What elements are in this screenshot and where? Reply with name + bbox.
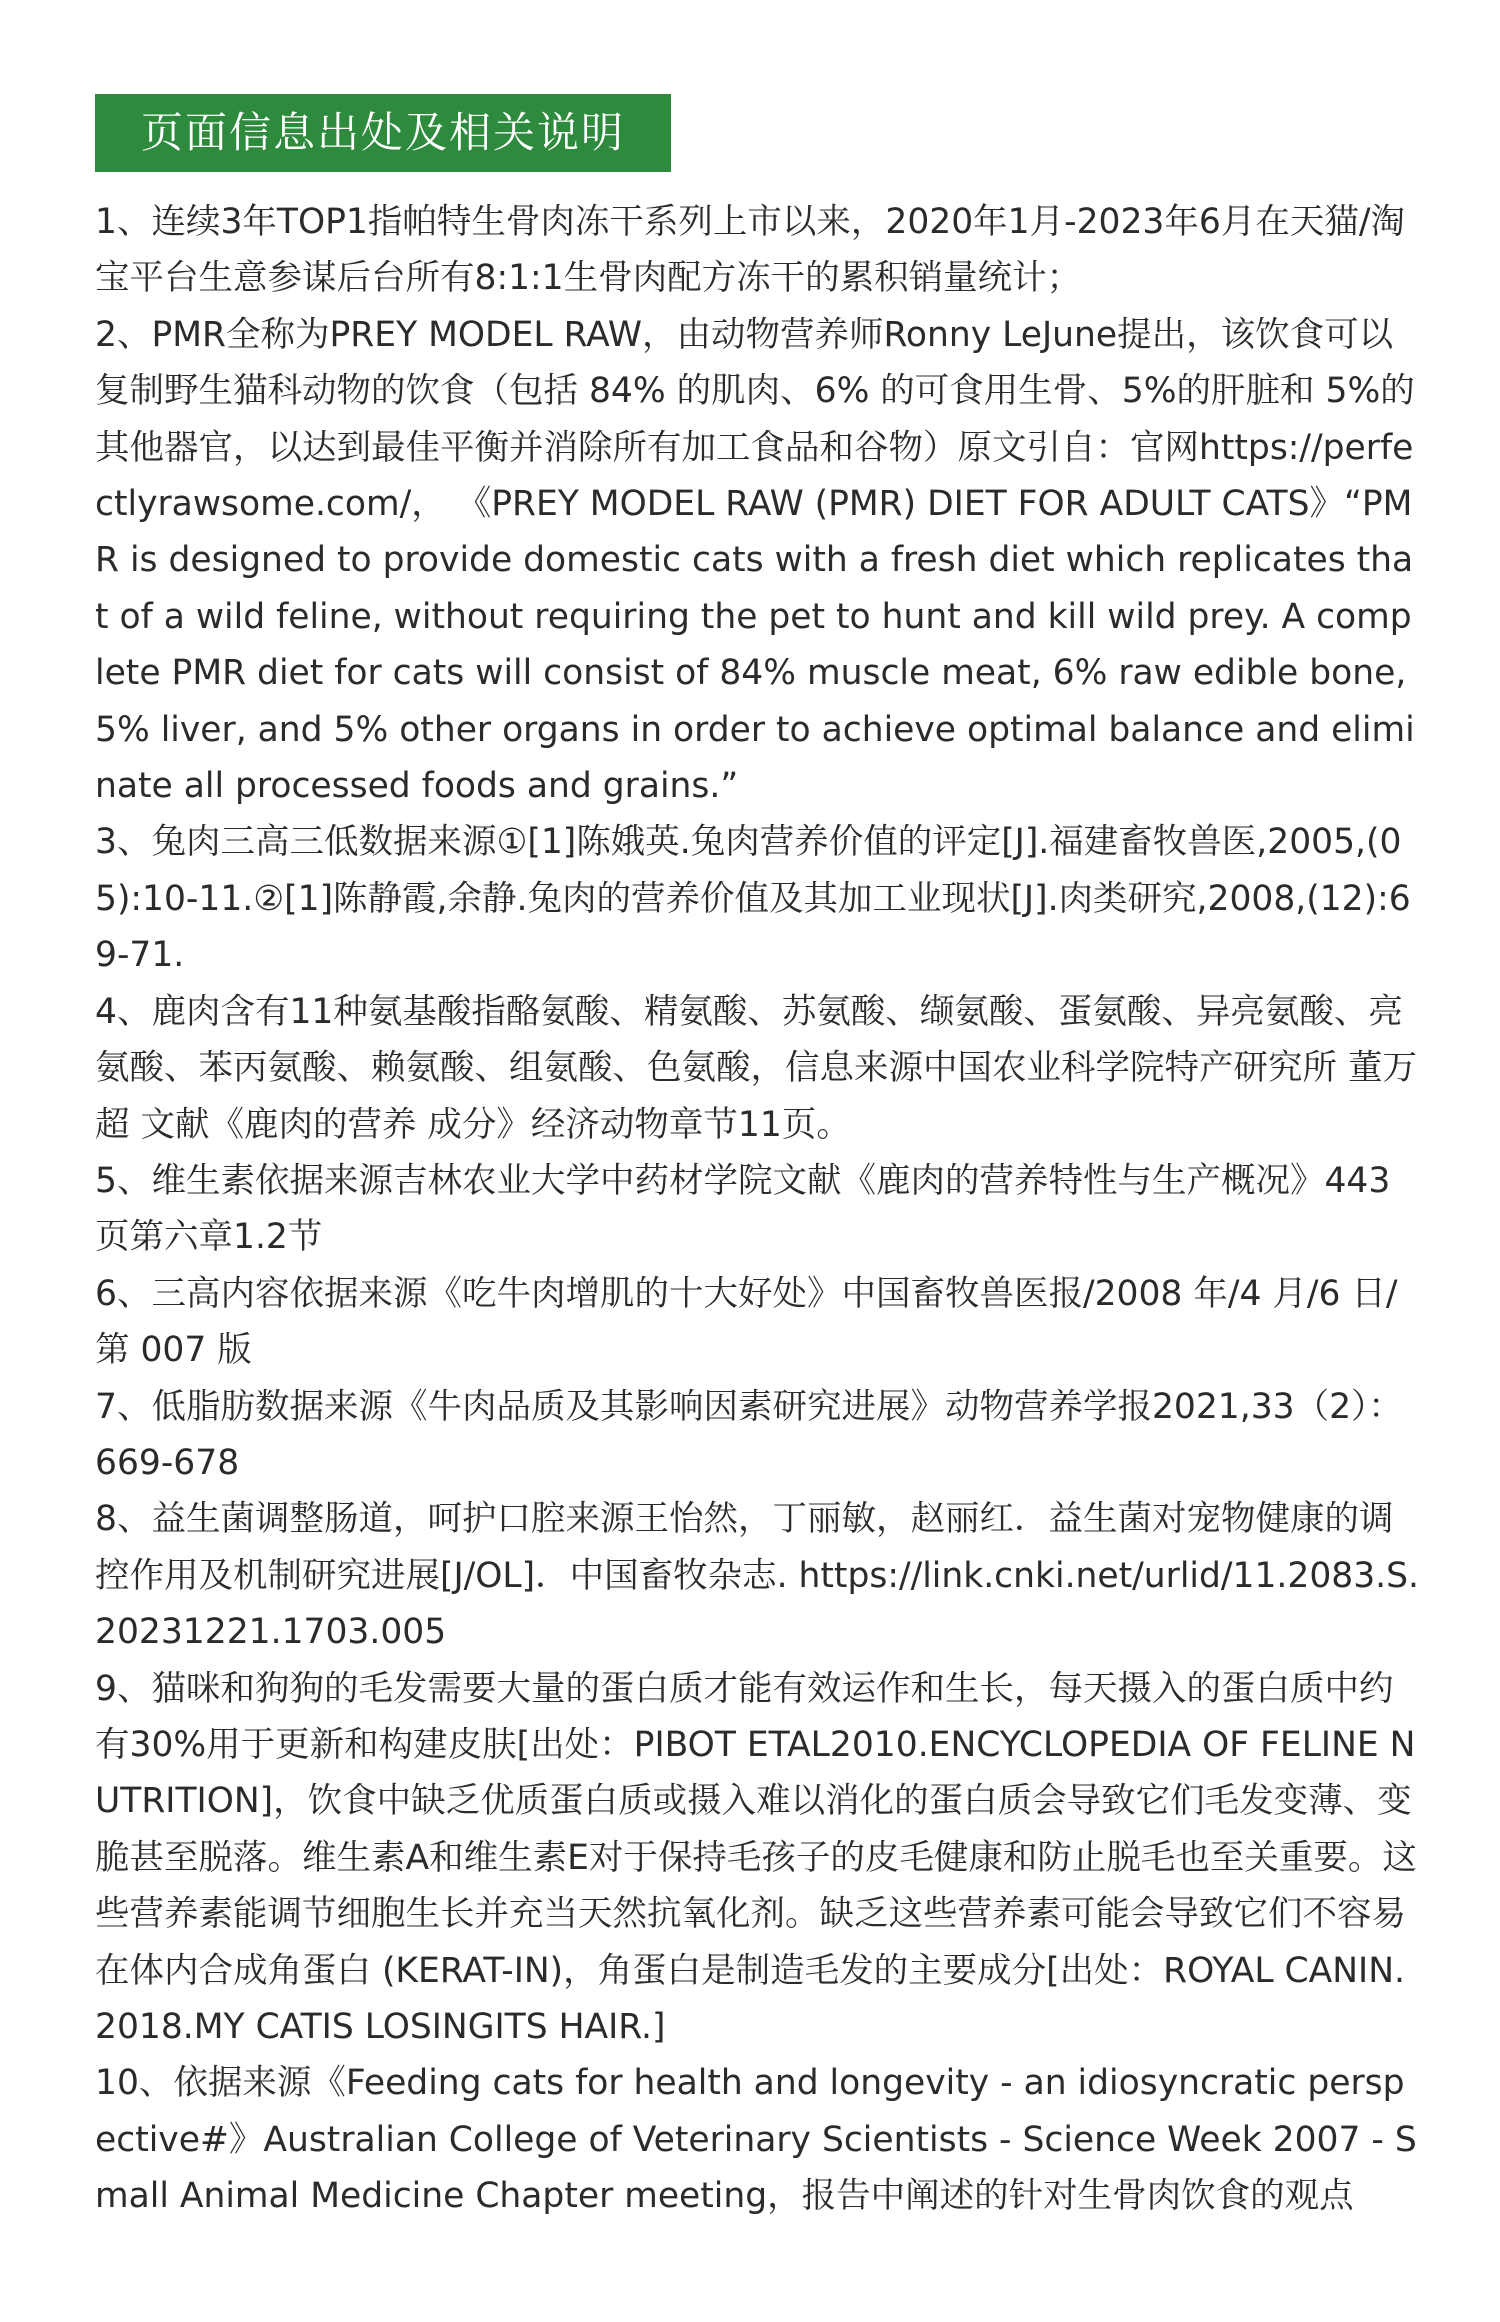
note-item-7: 7、低脂肪数据来源《牛肉品质及其影响因素研究进展》动物营养学报2021,33（2）：669-678	[95, 1386, 1403, 1483]
note-item-8: 8、益生菌调整肠道，呵护口腔来源王怡然，丁丽敏，赵丽红．益生菌对宠物健康的调控作用及机制研究进展[J/OL]．中国畜牧杂志. https://link.cnki.net/urlid/11.2083.S.20231221.1703.005	[95, 1499, 1420, 1653]
note-item-2: 2、PMR全称为PREY MODEL RAW，由动物营养师Ronny LeJune提出，该饮食可以复制野生猫科动物的饮食（包括 84% 的肌肉、6% 的可食用生骨、5%的肝脏和 5%的其他器官，以达到最佳平衡并消除所有加工食品和谷物）原文引自：官网https://perfectlyrawsome.com/， 《PREY MODEL RAW (PMR) DIET FOR ADULT CATS》“PMR is designed to provide domestic cats with a fresh diet which replicates that of a wild feline, without requiring the pet to hunt and kill wild prey. A complete PMR diet for cats will consist of 84% muscle meat, 6% raw edible bone, 5% liver, and 5% other organs in order to achieve optimal balance and eliminate all processed foods and grains.”	[95, 314, 1415, 807]
note-item-3: 3、兔肉三高三低数据来源①[1]陈娥英.兔肉营养价值的评定[J].福建畜牧兽医,2005,(05):10-11.②[1]陈静霞,余静.兔肉的营养价值及其加工业现状[J].肉类研究,2008,(12):69-71.	[95, 822, 1411, 976]
page-title-banner: 页面信息出处及相关说明	[95, 94, 671, 172]
notes-list	[95, 194, 1420, 2225]
note-item-1: 1、连续3年TOP1指帕特生骨肉冻干系列上市以来，2020年1月-2023年6月在天猫/淘宝平台生意参谋后台所有8:1:1生骨肉配方冻干的累积销量统计；	[95, 202, 1405, 299]
note-item-5: 5、维生素依据来源吉林农业大学中药材学院文献《鹿肉的营养特性与生产概况》443页第六章1.2节	[95, 1160, 1391, 1258]
note-item-9: 9、猫咪和狗狗的毛发需要大量的蛋白质才能有效运作和生长，每天摄入的蛋白质中约有30%用于更新和构建皮肤[出处：PIBOT ETAL2010.ENCYCLOPEDIA OF FELINE NUTRITION]，饮食中缺乏优质蛋白质或摄入难以消化的蛋白质会导致它们毛发变薄、变脆甚至脱落。维生素A和维生素E对于保持毛孩子的皮毛健康和防止脱毛也至关重要。这些营养素能调节细胞生长并充当天然抗氧化剂。缺乏这些营养素可能会导致它们不容易在体内合成角蛋白 (KERAT-IN)，角蛋白是制造毛发的主要成分[出处：ROYAL CANIN.2018.MY CATIS LOSINGITS HAIR.]	[95, 1668, 1417, 2047]
note-item-6: 6、三高内容依据来源《吃牛肉增肌的十大好处》中国畜牧兽医报/2008 年/4 月/6 日/第 007 版	[95, 1273, 1398, 1371]
note-item-10: 10、依据来源《Feeding cats for health and longevity - an idiosyncratic perspective#》Australian College of Veterinary Scientists - Science Week 2007 - Small Animal Medicine Chapter meeting，报告中阐述的针对生骨肉饮食的观点	[95, 2063, 1417, 2217]
note-item-4: 4、鹿肉含有11种氨基酸指酪氨酸、精氨酸、苏氨酸、缬氨酸、蛋氨酸、异亮氨酸、亮氨酸、苯丙氨酸、赖氨酸、组氨酸、色氨酸，信息来源中国农业科学院特产研究所 董万超 文献《鹿肉的营养 成分》经济动物章节11页。	[95, 991, 1417, 1145]
